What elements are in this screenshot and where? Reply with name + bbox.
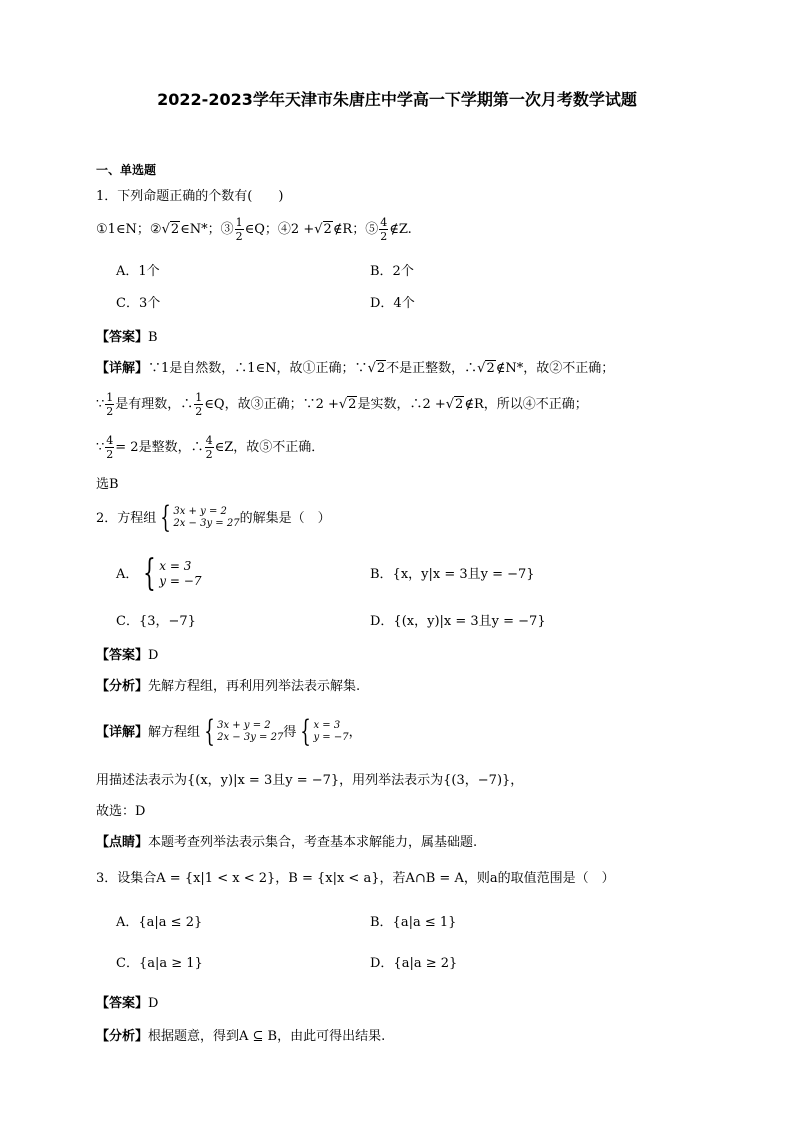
q2-choice: 故选：D bbox=[96, 804, 146, 819]
equation-system: { 3x + y = 2 2x − 3y = 27 bbox=[160, 500, 240, 535]
q2-option-b: B．{x，y|x = 3且y = −7} bbox=[370, 567, 535, 582]
q2-stem: 2．方程组 { 3x + y = 2 2x − 3y = 27 的解集是（ ） bbox=[96, 500, 331, 535]
q1-conclusion: 选B bbox=[96, 477, 119, 492]
q3-stem: 3．设集合A = {x|1 < x < 2}，B = {x|x < a}，若A∩B = A，则a的取值范围是（ ） bbox=[96, 871, 615, 886]
q1-option-a: A．1个 bbox=[116, 264, 160, 279]
section-heading: 一、单选题 bbox=[96, 163, 157, 177]
q1-statements: ①1∈N；② √2 ∈N*；③ $\frac{1}{2}$ ∈Q；④2 + √2 ∉R；⑤ $\frac{4}{2}$ ∉Z. bbox=[96, 215, 412, 243]
fraction: $\frac{1}{2}$ bbox=[235, 215, 243, 243]
q3-analysis: 【分析】根据题意，得到A ⊆ B，由此可得出结果. bbox=[96, 1029, 386, 1044]
q3-option-b: B．{a|a ≤ 1} bbox=[370, 915, 457, 930]
q3-option-a: A．{a|a ≤ 2} bbox=[116, 915, 203, 930]
q2-description: 用描述法表示为{(x，y)|x = 3且y = −7}，用列举法表示为{(3，−7)}， bbox=[96, 773, 524, 788]
q1-option-c: C．3个 bbox=[116, 296, 161, 311]
q3-option-c: C．{a|a ≥ 1} bbox=[116, 956, 203, 971]
q2-option-d: D．{(x，y)|x = 3且y = −7} bbox=[370, 614, 546, 629]
q1-detail-line3: ∵ $\frac{4}{2}$ = 2是整数，∴ $\frac{4}{2}$ ∈Z，故⑤不正确． bbox=[96, 433, 325, 461]
q2-analysis: 【分析】先解方程组，再利用列举法表示解集. bbox=[96, 679, 361, 694]
q3-option-d: D．{a|a ≥ 2} bbox=[370, 956, 458, 971]
sqrt-symbol: √2 bbox=[161, 221, 180, 237]
q1-option-d: D．4个 bbox=[370, 296, 415, 311]
q2-option-a: A． { x = 3 y = −7 bbox=[116, 553, 202, 594]
page-title: 2022-2023学年天津市朱唐庄中学高一下学期第一次月考数学试题 bbox=[157, 90, 637, 109]
q1-detail-line2: ∵ $\frac{1}{2}$ 是有理数，∴ $\frac{1}{2}$ ∈Q，故③正确；∵2 + √2 是实数，∴2 + √2 ∉R，所以④不正确； bbox=[96, 390, 588, 418]
q1-answer: 【答案】B bbox=[96, 330, 158, 345]
q2-detail: 【详解】 解方程组 { 3x + y = 2 2x − 3y = 27 得 { x = 3 y = −7 ， bbox=[96, 714, 362, 749]
q2-comment: 【点睛】本题考查列举法表示集合，考查基本求解能力，属基础题. bbox=[96, 835, 478, 850]
q2-option-c: C．{3，−7} bbox=[116, 614, 196, 629]
q1-detail-line1: 【详解】 ∵1是自然数，∴1∈N，故①正确；∵ √2 不是正整数，∴ √2 ∉N*，故②不正确； bbox=[96, 360, 615, 376]
q1-option-b: B．2个 bbox=[370, 264, 414, 279]
q2-answer: 【答案】D bbox=[96, 648, 159, 663]
q1-stem: 1．下列命题正确的个数有( ) bbox=[96, 189, 284, 204]
q3-answer: 【答案】D bbox=[96, 996, 159, 1011]
